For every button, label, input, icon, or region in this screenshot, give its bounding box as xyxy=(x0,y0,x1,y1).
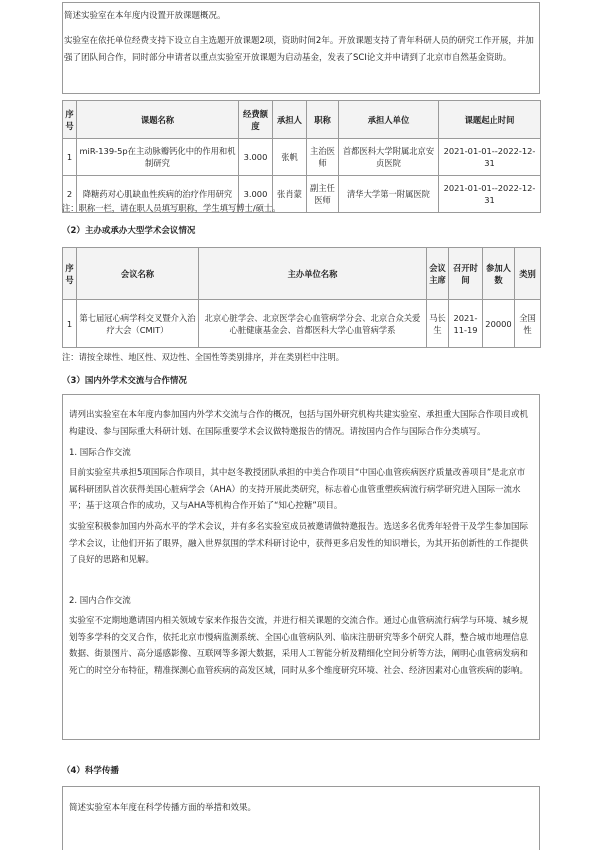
table-cell: 20000 xyxy=(483,300,515,348)
section3-title: （3）国内外学术交流与合作情况 xyxy=(62,376,187,386)
col-header-organizer: 主办单位名称 xyxy=(199,248,427,300)
topics-table-note: 注：职称一栏，请在职人员填写职称，学生填写博士/硕士。 xyxy=(62,203,281,213)
table-cell: 2 xyxy=(63,176,77,213)
intl-cooperation-paragraph-2: 实验室积极参加国内外高水平的学术会议，并有多名实验室成员被邀请做特邀报告。选送多名优秀年轻骨干及学生参加国际学术会议，让他们开拓了眼界，融入世界氛围的学术科研讨论中，获得更多启发性的知识增长，为其开拓创新性的工作提供了良好的思路和见解。 xyxy=(69,522,529,565)
table-cell: 清华大学第一附属医院 xyxy=(339,176,439,213)
table-cell: 张肖蒙 xyxy=(273,176,307,213)
section2-title: （2）主办或承办大型学术会议情况 xyxy=(62,226,196,236)
table-row xyxy=(63,139,541,176)
intro-paragraph: 实验室在依托单位经费支持下设立自主选题开放课题2项，资助时间2年。开放课题支持了青年科研人员的研究工作开展，并加强了团队间合作，同时部分申请者以重点实验室开放课题为启动基金，发表了SCI论文并申请到了北京市自然基金资助。 xyxy=(64,36,534,63)
table-cell: 1 xyxy=(63,139,77,176)
table-cell: 2021-01-01--2022-12-31 xyxy=(439,139,541,176)
table-cell: 3.000 xyxy=(239,139,273,176)
table-cell: 张帆 xyxy=(273,139,307,176)
section3-box xyxy=(62,394,540,740)
intro-box xyxy=(62,2,540,94)
table-cell: 2021-11-19 xyxy=(449,300,483,348)
col-header-attendees: 参加人数 xyxy=(483,248,515,300)
col-header-category: 类别 xyxy=(515,248,541,300)
table-cell: 2021-01-01--2022-12-31 xyxy=(439,176,541,213)
section3-lead: 请列出实验室在本年度内参加国内外学术交流与合作的概况，包括与国外研究机构共建实验室、承担重大国际合作项目或机构建设、参与国际重大科研计划、在国际重要学术会议做特邀报告的情况。请按国内合作与国际合作分类填写。 xyxy=(69,410,529,437)
domestic-cooperation-title: 2. 国内合作交流 xyxy=(69,596,131,606)
table-cell: 主治医师 xyxy=(307,139,339,176)
col-header-period: 课题起止时间 xyxy=(439,101,541,139)
col-header-topic-name: 课题名称 xyxy=(77,101,239,139)
col-header-date: 召开时间 xyxy=(449,248,483,300)
table-cell: 降糖药对心肌缺血性疾病的治疗作用研究 xyxy=(77,176,239,213)
table-cell: 1 xyxy=(63,300,77,348)
col-header-chair: 会议主席 xyxy=(427,248,449,300)
table-cell: 首都医科大学附属北京安贞医院 xyxy=(339,139,439,176)
col-header-index: 序号 xyxy=(63,101,77,139)
col-header-person: 承担人 xyxy=(273,101,307,139)
table-row xyxy=(63,300,541,348)
col-header-funding: 经费额度 xyxy=(239,101,273,139)
table-cell: 马长生 xyxy=(427,300,449,348)
table-cell: 3.000 xyxy=(239,176,273,213)
table-cell: 北京心脏学会、北京医学会心血管病学分会、北京合众关爱心脏健康基金会、首都医科大学心血管病学系 xyxy=(199,300,427,348)
table-cell: 全国性 xyxy=(515,300,541,348)
col-header-conference-name: 会议名称 xyxy=(77,248,199,300)
section4-title: （4）科学传播 xyxy=(62,766,119,776)
section4-box xyxy=(62,786,540,850)
table-cell: 第七届冠心病学科交叉暨介入治疗大会（CMIT） xyxy=(77,300,199,348)
intl-cooperation-paragraph-1: 目前实验室共承担5项国际合作项目，其中赵冬教授团队承担的中美合作项目“中国心血管疾病医疗质量改善项目”是北京市属科研团队首次获得美国心脏病学会（AHA）的支持开展此类研究，标志着心血管重塑疾病流行病学研究进入国际一流水平；基于这项合作的成功，又与AHA等机构合作开始了“知心控糖”项目。 xyxy=(69,468,526,511)
section4-lead: 简述实验室本年度在科学传播方面的举措和效果。 xyxy=(69,803,257,813)
conference-table xyxy=(62,247,541,348)
conference-table-note: 注：请按全球性、地区性、双边性、全国性等类别排序，并在类别栏中注明。 xyxy=(62,352,345,362)
col-header-index: 序号 xyxy=(63,248,77,300)
col-header-title: 职称 xyxy=(307,101,339,139)
open-topics-table xyxy=(62,100,541,213)
table-cell: miR-139-5p在主动脉瓣钙化中的作用和机制研究 xyxy=(77,139,239,176)
intro-heading: 简述实验室在本年度内设置开放课题概况。 xyxy=(64,11,226,21)
domestic-cooperation-paragraph: 实验室不定期地邀请国内相关领域专家来作报告交流，并进行相关课题的交流合作。通过心血管病流行病学与环境、城乡规划等多学科的交叉合作，依托北京市慢病监测系统、全国心血管病队列、临床注册研究等多个研究人群，整合城市地理信息数据、街景图片、高分遥感影像、互联网等多源大数据，采用人工智能分析及精细化空间分析等方法，阐明心血管病发病和死亡的时空分布特征，精准探测心血管疾病的高发区域，同时从多个维度研究环境、社会、经济因素对心血管疾病的影响。 xyxy=(69,616,529,676)
col-header-unit: 承担人单位 xyxy=(339,101,439,139)
table-cell: 副主任医师 xyxy=(307,176,339,213)
intl-cooperation-title: 1. 国际合作交流 xyxy=(69,448,131,458)
